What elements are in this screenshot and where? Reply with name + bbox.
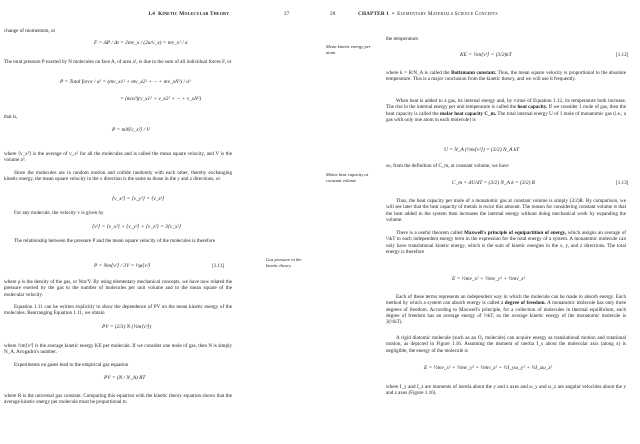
header-bullet: •	[392, 11, 395, 17]
paragraph: The relationship between the pressure P and the mean square velocity of the molecules is therefore	[14, 238, 216, 244]
text-run: If we consider 1 mole of gas, then the heat capacity is called the	[386, 104, 626, 117]
equation: PV = (N / N_A) RT	[104, 375, 146, 381]
paragraph: A rigid diatomic molecule (such as an O₂ molecule) can acquire energy as translational motion and rotational motion, as depicted in Figure 1.16. Assuming the moment of inertia I_x about the molecular axis (along x) is negligible, the energy of the molecule is	[386, 335, 626, 354]
text-run: where k = R/N_A is called the	[386, 70, 452, 76]
paragraph	[386, 230, 626, 255]
term: degree of freedom.	[504, 300, 546, 307]
equation-number: [1.12]	[616, 52, 629, 58]
running-header-left	[148, 11, 229, 17]
text-run: When heat is added to a gas, its internal energy and, by virtue of Equation 1.12, its temperature both increase. The rise in the internal energy per unit temperature is called the	[386, 98, 626, 111]
text-run: Each of these terms represents an independent way in which the molecule can be made to absorb energy. Each method by which a system can absorb energy is called a	[386, 294, 626, 307]
text-run: Thus, the mean square velocity is proportional to the absolute temperature. This is a major conclusion from the kinetic theory, and we will use it frequently.	[386, 70, 627, 83]
equation: P = mN⟨v_x²⟩ / V	[112, 127, 150, 133]
term: molar heat capacity C_m.	[440, 110, 497, 117]
equation: P = Total force / a² = (mv_x1² + mv_x2² + ··· + mv_xN²) / a³	[60, 79, 191, 85]
paragraph: Experiments on gases lead to the empirical gas equation	[14, 362, 129, 368]
section-number: 1.4	[148, 11, 156, 17]
paragraph: that is,	[4, 114, 18, 120]
equation: C_m = dU/dT = (3/2) N_A k = (3/2) R	[452, 180, 536, 186]
text-run: which assigns an average of ½kT to each independent energy term in the expression for the total energy of a system. A monatomic molecule can only have translational kinetic energy, which is the sum of kinetic energies in the x, y, and z directions. The total energy is therefore	[386, 230, 626, 255]
equation: ⟨v²⟩ = ⟨v_x²⟩ + ⟨v_y²⟩ + ⟨v_z²⟩ = 3⟨v_x²⟩	[92, 224, 182, 230]
term: heat capacity.	[517, 104, 548, 111]
margin-note: Molar heat capacity at constant volume	[326, 172, 368, 183]
paragraph: For any molecule, the velocity v is given by	[14, 210, 104, 216]
paragraph: where I_y and I_z are moments of inertia about the y and z axes and ω_y and ω_z are angular velocities about the y and z axes (Figure 1.16).	[386, 384, 626, 397]
paragraph: the temperature.	[386, 36, 420, 42]
term: Maxwell's principle of equipartition of energy,	[464, 230, 567, 236]
paragraph: Thus, the heat capacity per mole of a monatomic gas at constant volume is simply (3/2)R. By comparison, we will see later that the heat capacity of metals is twice this amount. The reason for considering constant volume is that the heat added to the system then increases the internal energy without doing mechanical work by expanding the volume.	[386, 198, 626, 223]
text-run: The total internal energy U of 1 mole of monatomic gas (i.e., a gas with only one atom in each molecule) is	[386, 110, 626, 123]
section-title: Kinetic Molecular Theory	[158, 11, 230, 17]
chapter-label: CHAPTER 1	[358, 11, 390, 17]
equation-number: [1.11]	[212, 263, 225, 269]
page-number-left: 27	[284, 11, 290, 17]
paragraph: where ⟨v_x²⟩ is the average of v_x² for all the molecules and is called the mean square velocity, and V is the volume a³.	[4, 151, 232, 164]
equation: E = ½mv_x² + ½mv_y² + ½mv_z²	[452, 276, 526, 282]
right-page	[320, 0, 640, 444]
paragraph: change of momentum, or	[4, 28, 56, 34]
paragraph	[386, 70, 626, 83]
equation: U = N_A (½m⟨v²⟩) = (3/2) N_A kT	[444, 147, 520, 153]
equation: KE = ½m⟨v²⟩ = (3/2)kT	[460, 52, 512, 58]
paragraph: where R is the universal gas constant. Comparing this equation with the kinetic theory equation shows that the average kinetic energy per molecule must be proportional to	[4, 393, 232, 406]
paragraph: Since the molecules are in random motion and collide randomly with each other, thereby exchanging kinetic energy, the mean square velocity in the x direction is the same as those in the y and z directions, or	[4, 170, 232, 183]
equation: F = ΔP / Δt = 2mv_x / (2a/v_x) = mv_x² / a	[94, 40, 188, 46]
equation-number: [1.13]	[616, 180, 629, 186]
equation: P = Nm⟨v²⟩ / 3V = ⅓ρ⟨v²⟩	[94, 263, 151, 269]
margin-note: Mean kinetic energy per atom	[326, 44, 371, 55]
running-header-right	[358, 11, 498, 17]
paragraph: Equation 1.11 can be written explicitly to show the dependence of PV on the mean kinetic energy of the molecules. Rearranging Equation 1.11, we obtain	[4, 304, 232, 317]
text-run: A monatomic molecule has only three degrees of freedom. According to Maxwell's principle, for a collection of molecules in thermal equilibrium, each degree of freedom has an average energy of ½kT, so the average kinetic energy of the monatomic molecule is 3(½kT).	[386, 300, 626, 326]
paragraph: where ½m⟨v²⟩ is the average kinetic energy KE per molecule. If we consider one mole of gas, then N is simply N_A, Avogadro's number.	[4, 343, 232, 356]
paragraph: so, from the definition of C_m, at constant volume, we have	[386, 163, 509, 169]
equation: ⟨v_x²⟩ = ⟨v_y²⟩ = ⟨v_z²⟩	[112, 196, 165, 202]
term: Boltzmann constant.	[451, 70, 497, 76]
equation: = (m/a³)(v_x1² + v_x2² + ··· + v_xN²)	[120, 96, 202, 102]
text-run: There is a useful theorem called	[396, 230, 465, 236]
paragraph: where ρ is the density of the gas, or Nm/V. By using elementary mechanical concepts, we have now related the pressure exerted by the gas to the number of molecules per unit volume and to the mean square of the molecular velocity.	[4, 279, 232, 298]
chapter-title: Elementary Materials Science Concepts	[397, 11, 498, 17]
equation: E = ½mv_x² + ½mv_y² + ½mv_z² + ½I_yω_y² + ½I_zω_z²	[424, 365, 553, 371]
margin-note: Gas pressure in the kinetic theory	[266, 257, 302, 268]
paragraph: The total pressure P exerted by N molecules on face A, of area a², is due to the sum of all individual forces F, or	[4, 59, 232, 65]
paragraph	[386, 98, 626, 123]
paragraph	[386, 294, 626, 325]
equation: PV = (2/3) N (½m⟨v²⟩)	[102, 324, 152, 330]
page-number-right: 28	[330, 11, 336, 17]
